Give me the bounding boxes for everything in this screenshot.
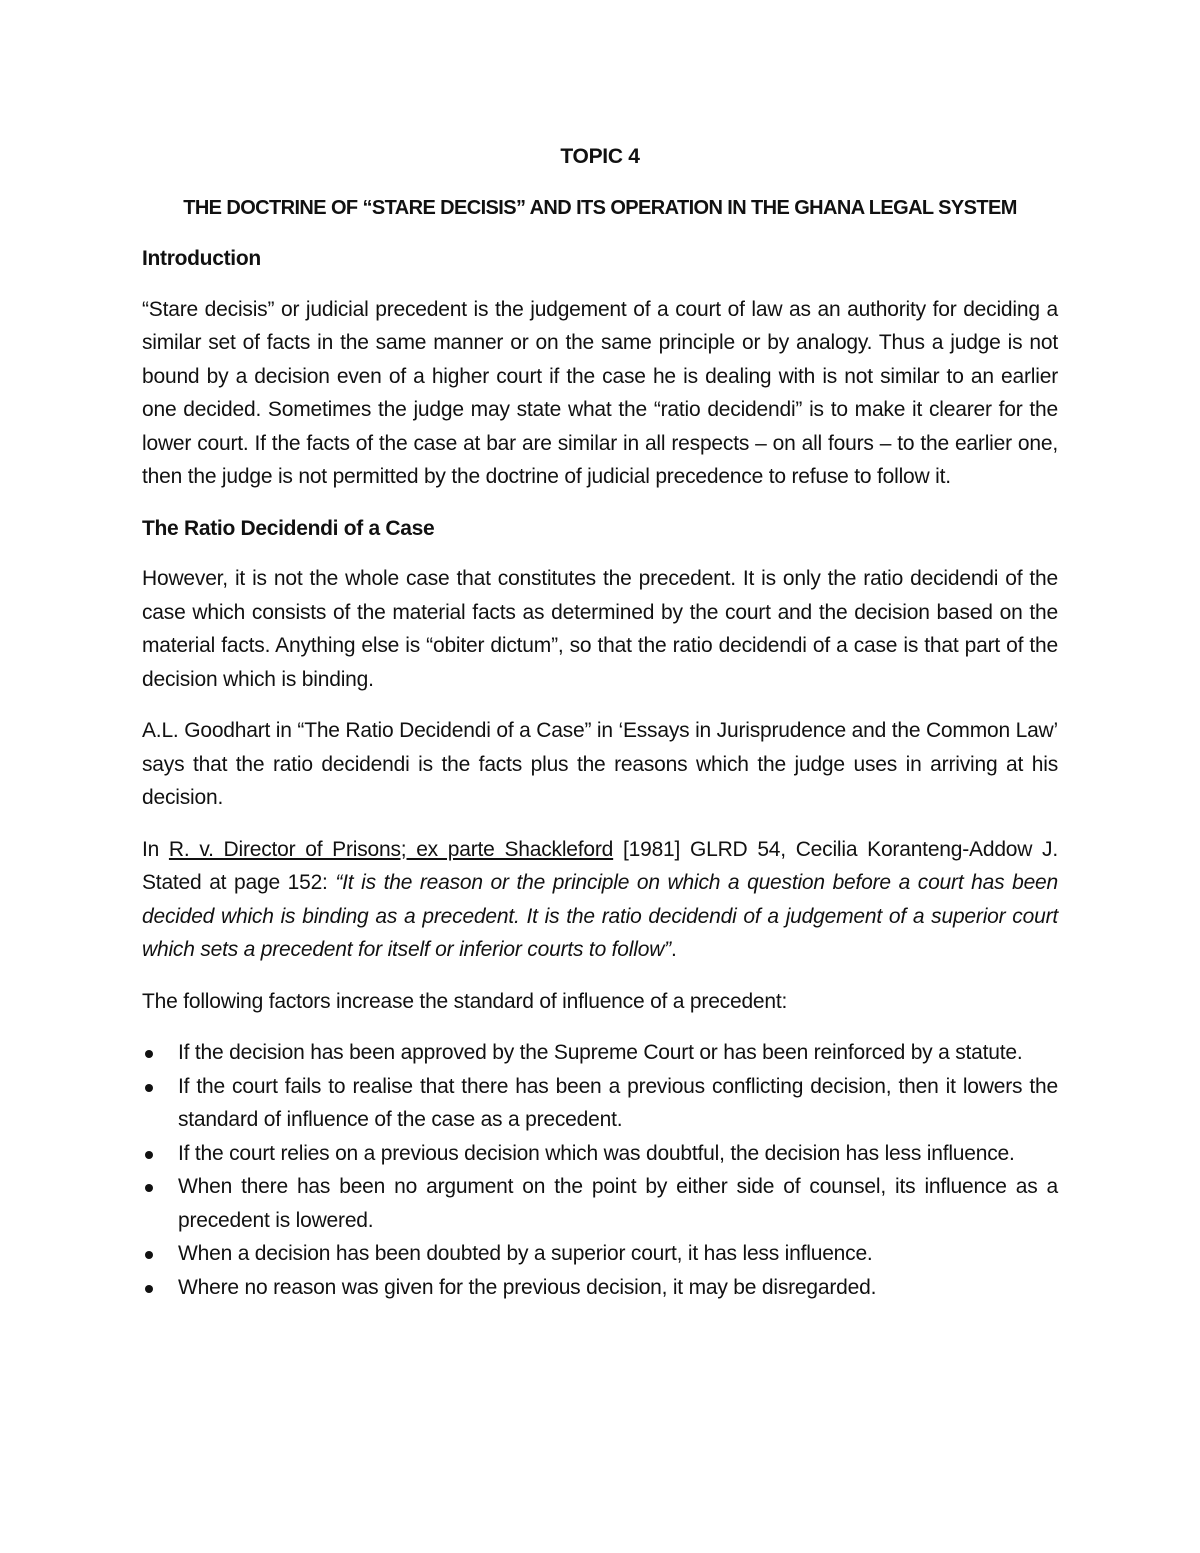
document-page (142, 140, 1058, 1304)
list-item (142, 1137, 1058, 1171)
list-item (142, 1271, 1058, 1305)
introduction-heading: Introduction (142, 247, 261, 270)
factor-text: When a decision has been doubted by a superior court, it has less influence. (178, 1242, 873, 1265)
list-item (142, 1036, 1058, 1070)
factors-list (142, 1036, 1058, 1304)
bullet-icon (145, 1050, 153, 1058)
factor-text: If the decision has been approved by the Supreme Court or has been reinforced by a statute. (178, 1041, 1023, 1064)
factor-text: Where no reason was given for the previous decision, it may be disregarded. (178, 1275, 877, 1299)
bullet-icon (145, 1285, 153, 1293)
case-citation: [1981] GLRD 54, Cecilia Koranteng-Addow J. Stated at page 152: (142, 837, 1058, 894)
factor-text: When there has been no argument on the point by either side of counsel, its influence as a precedent is lowered. (178, 1175, 1058, 1232)
ratio-paragraph-1: However, it is not the whole case that constitutes the precedent. It is only the ratio decidendi of the case which consists of the material facts as determined by the court and the decision based on the material facts. Anything else is “obiter dictum”, so that the ratio decidendi of a case is that part of the decision which is binding. (142, 567, 1058, 691)
list-item (142, 1070, 1058, 1137)
bullet-icon (145, 1084, 153, 1092)
topic-number: TOPIC 4 (560, 145, 640, 168)
factor-text: If the court relies on a previous decision which was doubtful, the decision has less influence. (178, 1141, 1015, 1165)
document-title: THE DOCTRINE OF “STARE DECISIS” AND ITS OPERATION IN THE GHANA LEGAL SYSTEM (183, 196, 1017, 219)
list-item (142, 1237, 1058, 1271)
bullet-icon (145, 1251, 153, 1259)
list-item (142, 1170, 1058, 1237)
case-prefix: In (142, 837, 169, 861)
bullet-icon (145, 1151, 153, 1159)
case-quote: “It is the reason or the principle on which a question before a court has been decided which is binding as a precedent. It is the ratio decidendi of a judgement of a superior court which sets a precedent for itself or inferior courts to follow” (142, 871, 1059, 961)
ratio-heading: The Ratio Decidendi of a Case (142, 516, 435, 540)
case-name: R. v. Director of Prisons; ex parte Shackleford (168, 837, 614, 861)
goodhart-paragraph: A.L. Goodhart in “The Ratio Decidendi of a Case” in ‘Essays in Jurisprudence and the Common Law’ says that the ratio decidendi is the facts plus the reasons which the judge uses in arriving at his decision. (142, 719, 1058, 809)
case-end: . (670, 938, 677, 961)
factors-intro: The following factors increase the standard of influence of a precedent: (142, 989, 788, 1013)
introduction-paragraph: “Stare decisis” or judicial precedent is the judgement of a court of law as an authority for deciding a similar set of facts in the same manner or on the same principle or by analogy. Thus a judge is not bound by a decision even of a higher court if the case he is dealing with is not similar to an earlier one decided. Sometimes the judge may state what the “ratio decidendi” is to make it clearer for the lower court. If the facts of the case at bar are similar in all respects – on all fours – to the earlier one, then the judge is not permitted by the doctrine of judicial precedence to refuse to follow it. (142, 297, 1058, 488)
bullet-icon (145, 1184, 153, 1192)
factor-text: If the court fails to realise that there has been a previous conflicting decision, then it lowers the standard of influence of the case as a precedent. (178, 1074, 1058, 1131)
case-paragraph (142, 833, 1058, 967)
